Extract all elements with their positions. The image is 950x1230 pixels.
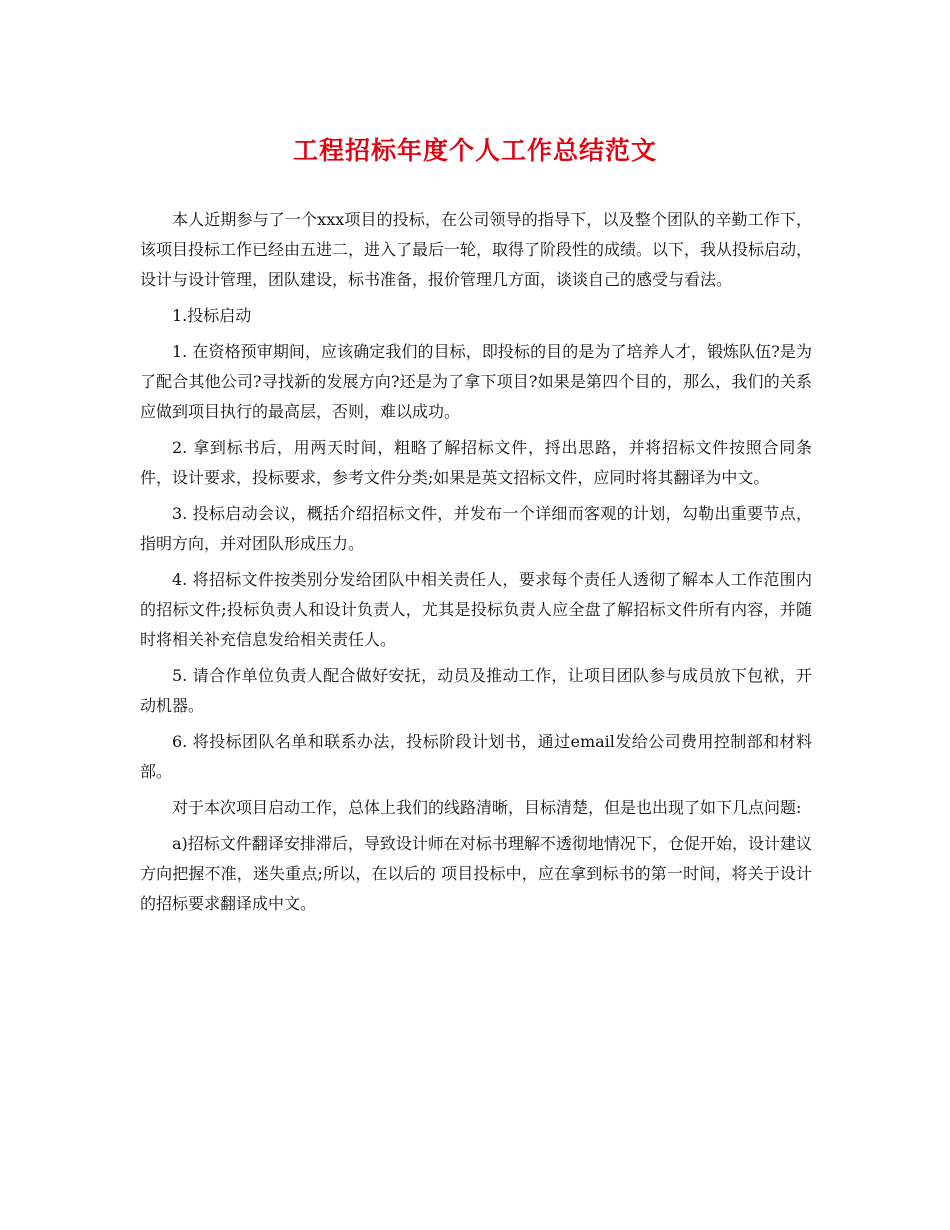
paragraph-summary: 对于本次项目启动工作，总体上我们的线路清晰，目标清楚，但是也出现了如下几点问题: [172,798,802,817]
section-heading: 1.投标启动 [172,306,252,325]
list-item: 1. 在资格预审期间，应该确定我们的目标，即投标的目的是为了培养人才，锻炼队伍?是为了配合其他公司?寻找新的发展方向?还是为了拿下项目?如果是第四个目的，那么，我们的关系应做到项目执行的最高层，否则，难以成功。 [140,342,812,421]
list-item: 4. 将招标文件按类别分发给团队中相关责任人，要求每个责任人透彻了解本人工作范围内的招标文件;投标负责人和设计负责人，尤其是投标负责人应全盘了解招标文件所有内容，并随时将相关补充信息发给相关责任人。 [140,570,812,649]
paragraph-intro: 本人近期参与了一个xxx项目的投标，在公司领导的指导下，以及整个团队的辛勤工作下，该项目投标工作已经由五进二，进入了最后一轮，取得了阶段性的成绩。以下，我从投标启动，设计与设计管理，团队建设，标书准备，报价管理几方面，谈谈自己的感受与看法。 [140,210,813,289]
list-item: a)招标文件翻译安排滞后，导致设计师在对标书理解不透彻地情况下，仓促开始，设计建议方向把握不准，迷失重点;所以，在以后的 项目投标中，应在拿到标书的第一时间，将关于设计的招标要求翻译成中文。 [140,834,812,913]
list-item: 2. 拿到标书后，用两天时间，粗略了解招标文件，捋出思路，并将招标文件按照合同条件，设计要求，投标要求，参考文件分类;如果是英文招标文件，应同时将其翻译为中文。 [140,438,812,487]
list-item: 6. 将投标团队名单和联系办法，投标阶段计划书，通过email发给公司费用控制部和材料部。 [140,732,812,781]
document-body [140,205,812,925]
list-item: 3. 投标启动会议，概括介绍招标文件，并发布一个详细而客观的计划，勾勒出重要节点，指明方向，并对团队形成压力。 [140,504,812,553]
document-title: 工程招标年度个人工作总结范文 [292,136,657,165]
list-item: 5. 请合作单位负责人配合做好安抚，动员及推动工作，让项目团队参与成员放下包袱，开动机器。 [140,666,812,715]
